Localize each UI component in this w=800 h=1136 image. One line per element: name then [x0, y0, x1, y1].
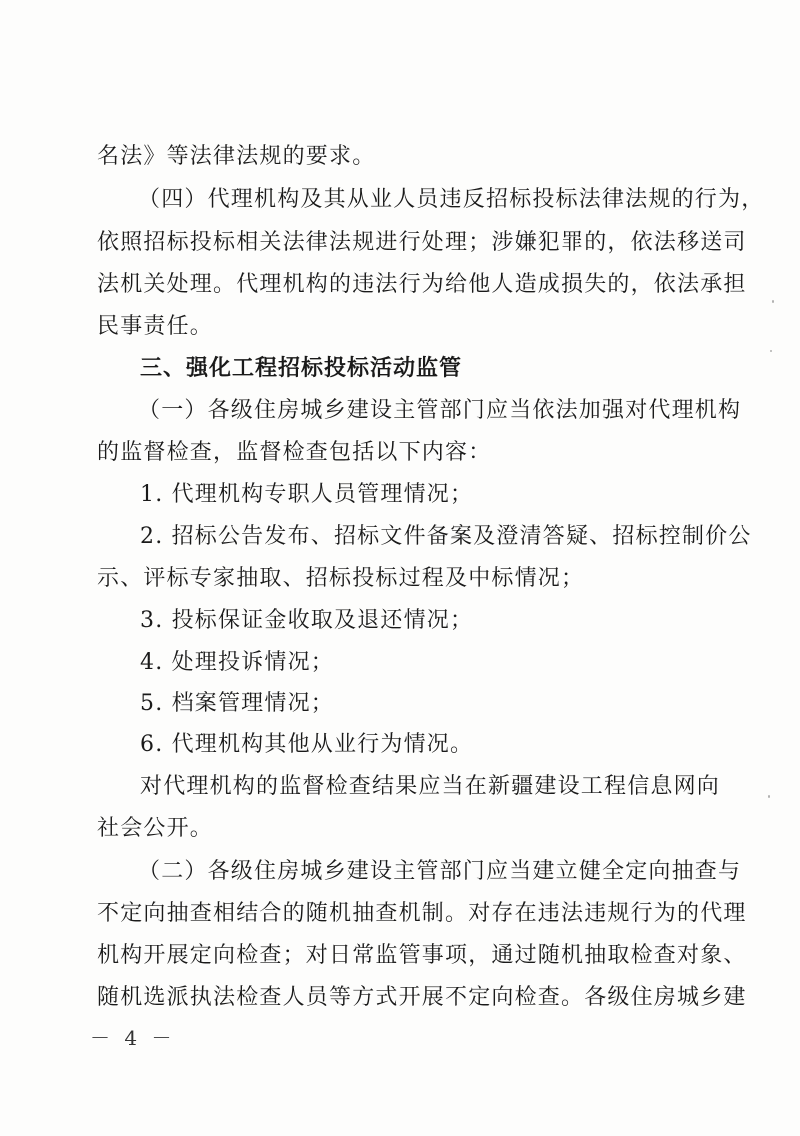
text-line: （四）代理机构及其从业人员违反招标投标法律法规的行为， — [138, 187, 765, 212]
page-number: － 4 － — [90, 1026, 176, 1050]
list-item: 2. 招标公告发布、招标文件备案及澄清答疑、招标控制价公 — [140, 524, 752, 549]
list-item: 5. 档案管理情况； — [140, 691, 334, 716]
text-line: 民事责任。 — [97, 314, 214, 339]
scan-speck — [772, 300, 774, 303]
list-item: 6. 代理机构其他从业行为情况。 — [140, 732, 474, 757]
list-item: 1. 代理机构专职人员管理情况； — [140, 482, 474, 507]
scan-speck — [768, 795, 770, 798]
text-line: 示、评标专家抽取、招标投标过程及中标情况； — [97, 566, 585, 591]
text-line: （二）各级住房城乡建设主管部门应当建立健全定向抽查与 — [138, 859, 742, 884]
text-line: 名法》等法律法规的要求。 — [97, 144, 376, 169]
text-line: 社会公开。 — [97, 816, 214, 841]
text-line: 不定向抽查相结合的随机抽查机制。对存在违法违规行为的代理 — [97, 901, 747, 926]
list-item: 3. 投标保证金收取及退还情况； — [140, 608, 474, 633]
text-line: （一）各级住房城乡建设主管部门应当依法加强对代理机构 — [138, 398, 742, 423]
section-heading: 三、强化工程招标投标活动监管 — [140, 356, 463, 381]
text-line: 依照招标投标相关法律法规进行处理；涉嫌犯罪的，依法移送司 — [97, 230, 747, 255]
text-line: 对代理机构的监督检查结果应当在新疆建设工程信息网向 — [140, 774, 721, 799]
scan-speck — [770, 350, 772, 352]
text-line: 法机关处理。代理机构的违法行为给他人造成损失的，依法承担 — [97, 272, 747, 297]
list-item: 4. 处理投诉情况； — [140, 650, 334, 675]
text-line: 随机选派执法检查人员等方式开展不定向检查。各级住房城乡建 — [97, 985, 747, 1010]
text-line: 机构开展定向检查；对日常监管事项，通过随机抽取检查对象、 — [97, 943, 747, 968]
text-line: 的监督检查，监督检查包括以下内容： — [97, 440, 492, 465]
